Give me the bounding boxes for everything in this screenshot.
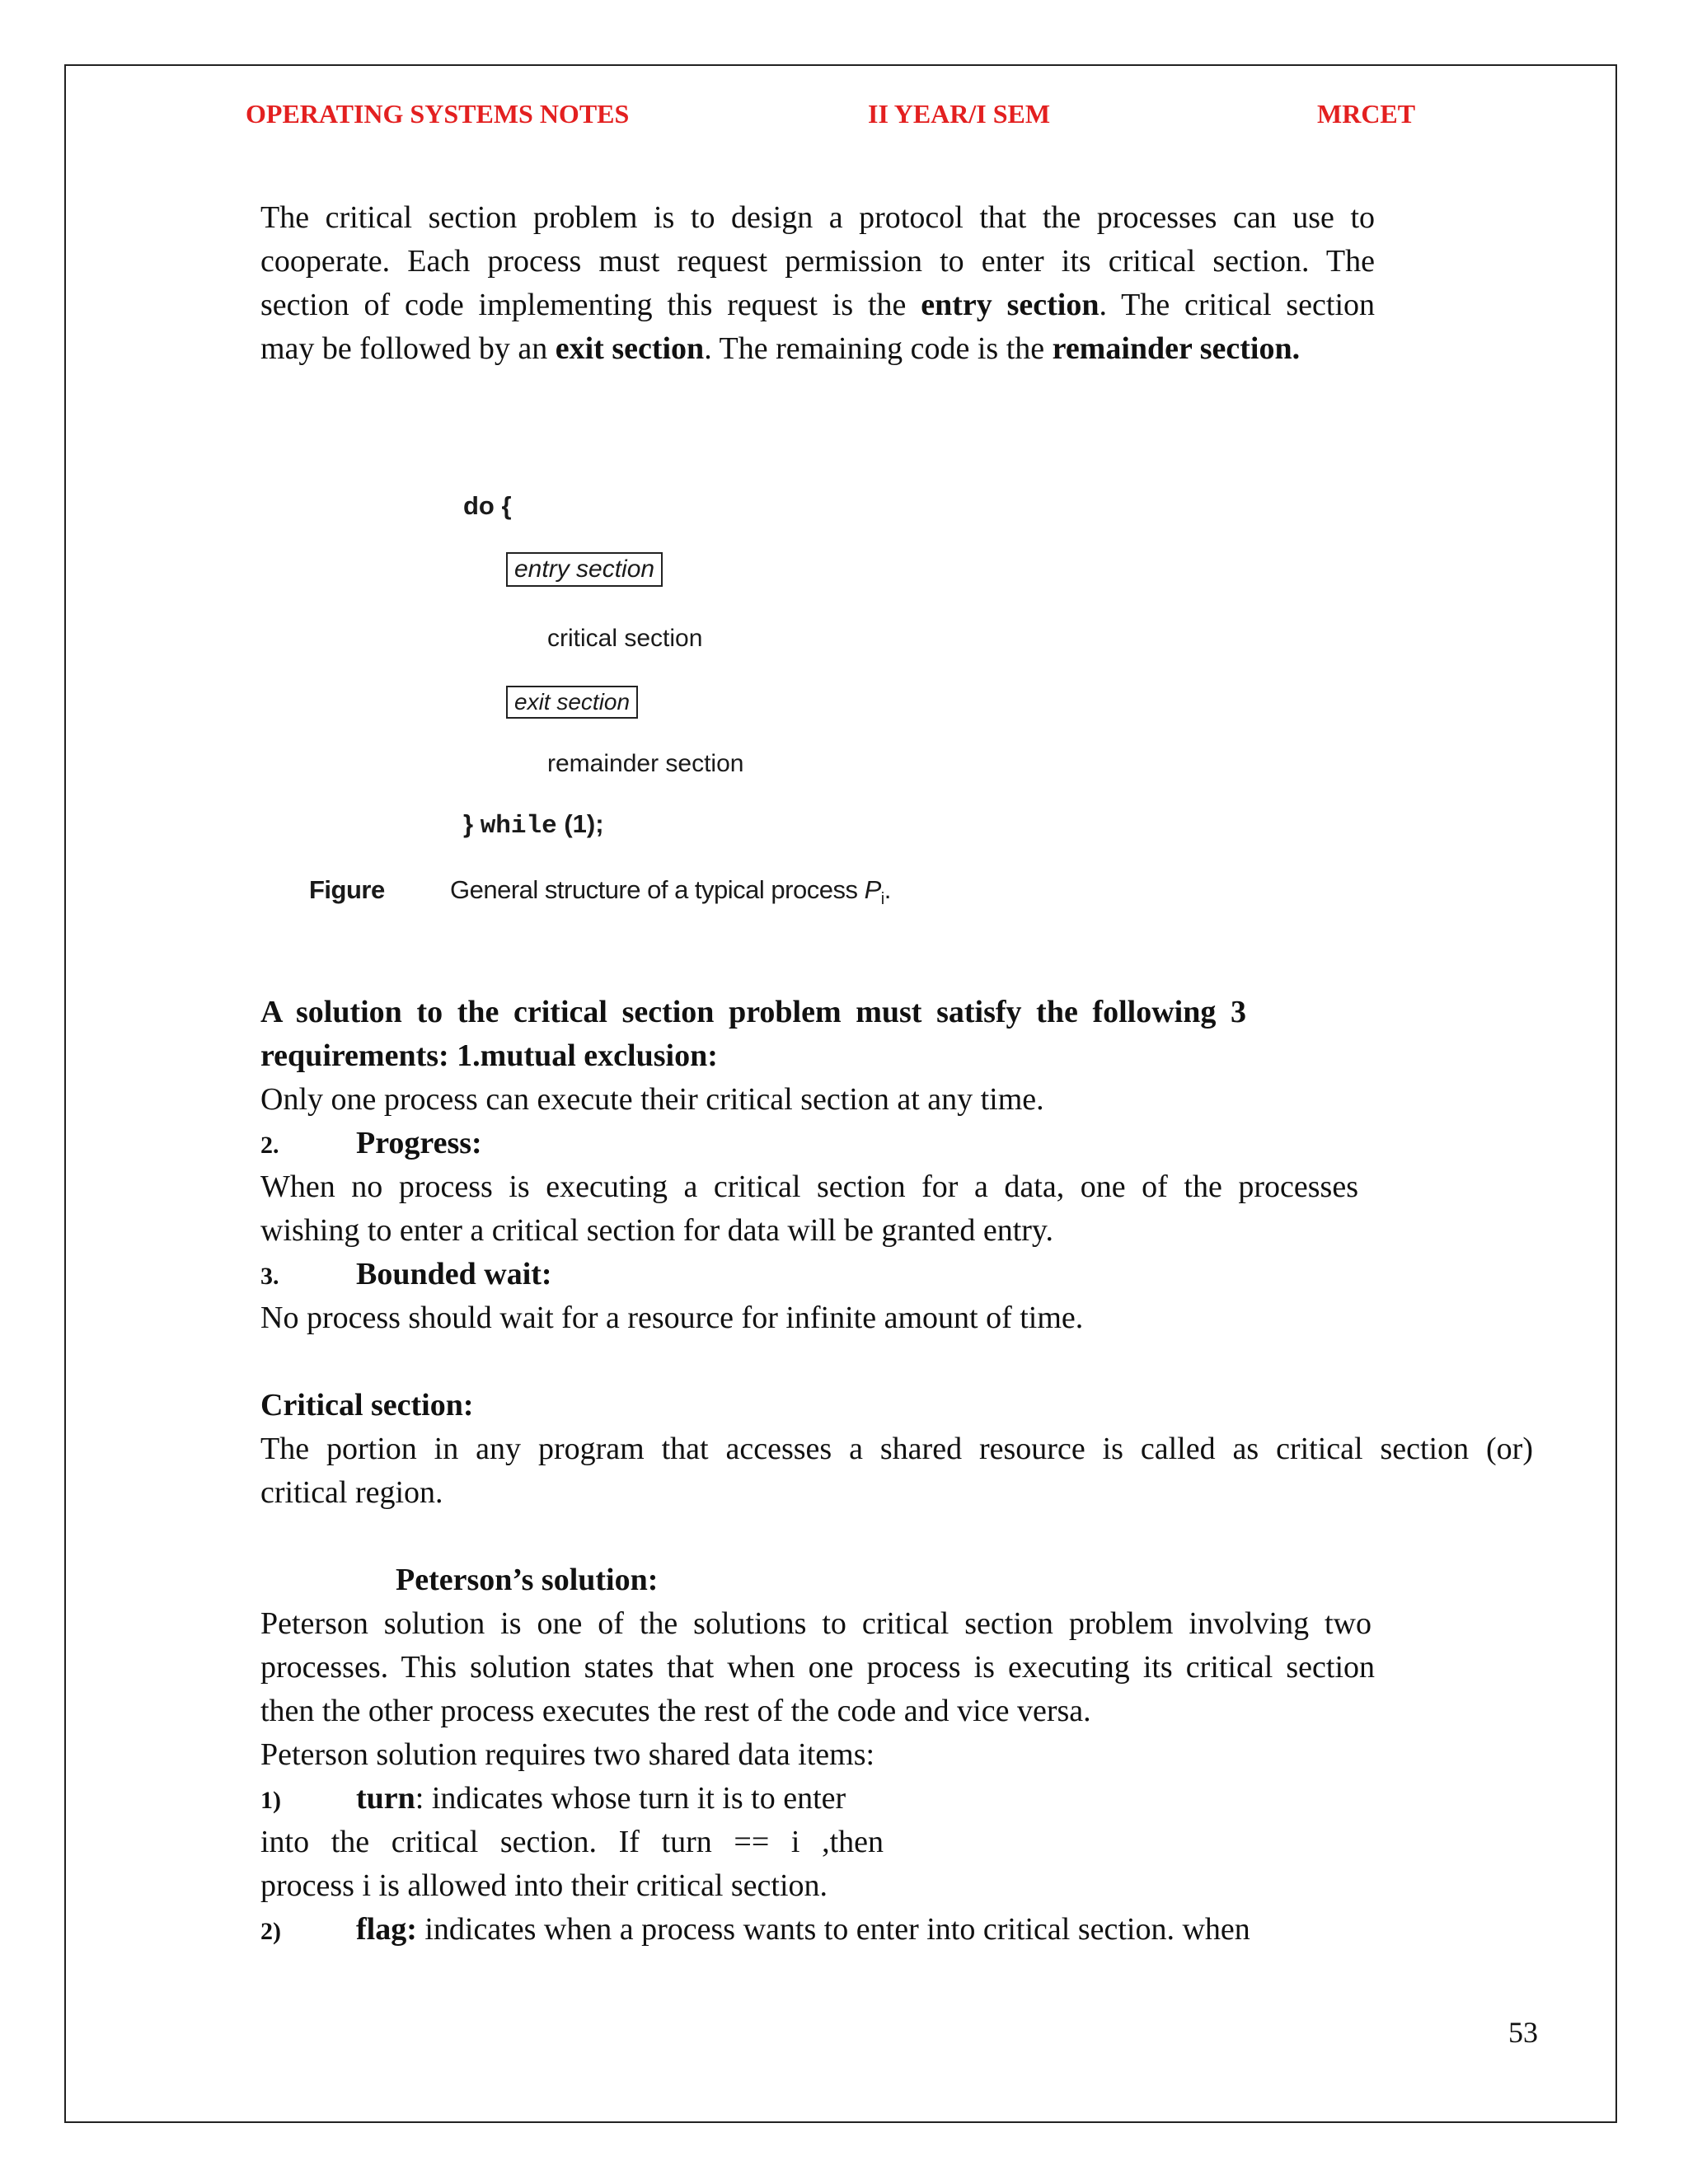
caption-subscript: i — [880, 890, 884, 909]
peterson-line-4: Peterson solution requires two shared data items: — [260, 1737, 875, 1772]
header-title: OPERATING SYSTEMS NOTES — [246, 99, 630, 129]
figure-entry-section: entry section — [506, 552, 663, 587]
text: may be followed by an — [260, 331, 556, 366]
intro-line-4 — [260, 327, 1300, 371]
while-arg: (1); — [556, 809, 604, 838]
figure-critical-section: critical section — [547, 625, 703, 652]
critical-section-heading: Critical section: — [260, 1388, 474, 1422]
closing-brace: } — [463, 809, 474, 838]
critical-section-line-2: critical region. — [260, 1475, 443, 1510]
remainder-section-term: remainder section. — [1052, 331, 1301, 366]
turn-description: : indicates whose turn it is to enter — [415, 1781, 846, 1816]
intro-line-3 — [260, 284, 1375, 327]
list-number: 3. — [260, 1263, 279, 1290]
figure-caption — [450, 875, 891, 909]
peterson-line-1: Peterson solution is one of the solutions to critical section problem involving two — [260, 1606, 1372, 1641]
progress-line-2: wishing to enter a critical section for data will be granted entry. — [260, 1213, 1053, 1248]
while-keyword: while — [480, 812, 557, 841]
figure-do: do { — [463, 491, 512, 520]
flag-term: flag: — [356, 1912, 417, 1947]
list-number: 1) — [260, 1787, 281, 1814]
peterson-line-3: then the other process executes the rest of the code and vice versa. — [260, 1694, 1091, 1728]
bounded-wait-line: No process should wait for a resource for infinite amount of time. — [260, 1301, 1084, 1335]
caption-end: . — [884, 875, 891, 904]
intro-line-1: The critical section problem is to design a protocol that the processes can use to — [260, 200, 1375, 235]
requirements-line-1: A solution to the critical section problem must satisfy the following 3 — [260, 995, 1246, 1029]
exit-section-term: exit section — [555, 331, 705, 366]
text: . The remaining code is the — [704, 331, 1053, 366]
turn-line-2: into the critical section. If turn == i ,then — [260, 1825, 884, 1859]
figure-caption-label: Figure — [309, 875, 385, 904]
turn-item — [260, 1777, 846, 1822]
progress-line-1: When no process is executing a critical section for a data, one of the processes — [260, 1169, 1358, 1204]
bounded-wait-title: Bounded wait: — [356, 1257, 552, 1291]
flag-item — [260, 1908, 1250, 1953]
figure-exit-section: exit section — [506, 686, 638, 719]
header-year: II YEAR/I SEM — [868, 99, 1051, 129]
list-number: 2. — [260, 1132, 279, 1159]
requirements-line-2: requirements: 1.mutual exclusion: — [260, 1038, 718, 1073]
bounded-wait-heading — [260, 1253, 552, 1298]
list-number: 2) — [260, 1918, 281, 1945]
text: section of code implementing this request is the — [260, 288, 921, 322]
peterson-heading: Peterson’s solution: — [396, 1563, 659, 1597]
caption-variable: P — [864, 875, 881, 904]
header-institute: MRCET — [1317, 99, 1416, 129]
page-number: 53 — [1508, 2016, 1538, 2049]
text: . The critical section — [1099, 288, 1375, 322]
progress-heading — [260, 1122, 482, 1167]
intro-line-2: cooperate. Each process must request permission to enter its critical section. The — [260, 244, 1375, 279]
progress-title: Progress: — [356, 1126, 482, 1160]
critical-section-line-1: The portion in any program that accesses a shared resource is called as critical section (or) — [260, 1432, 1533, 1466]
turn-line-3: process i is allowed into their critical section. — [260, 1868, 828, 1903]
requirements-line-3: Only one process can execute their critical section at any time. — [260, 1082, 1044, 1117]
caption-text: General structure of a typical process — [450, 875, 865, 904]
turn-term: turn — [356, 1781, 415, 1816]
flag-description: indicates when a process wants to enter into critical section. when — [416, 1912, 1250, 1947]
entry-section-term: entry section — [921, 288, 1100, 322]
peterson-line-2: processes. This solution states that when one process is executing its critical section — [260, 1650, 1375, 1685]
figure-while — [463, 809, 604, 841]
figure-remainder-section: remainder section — [547, 750, 744, 777]
